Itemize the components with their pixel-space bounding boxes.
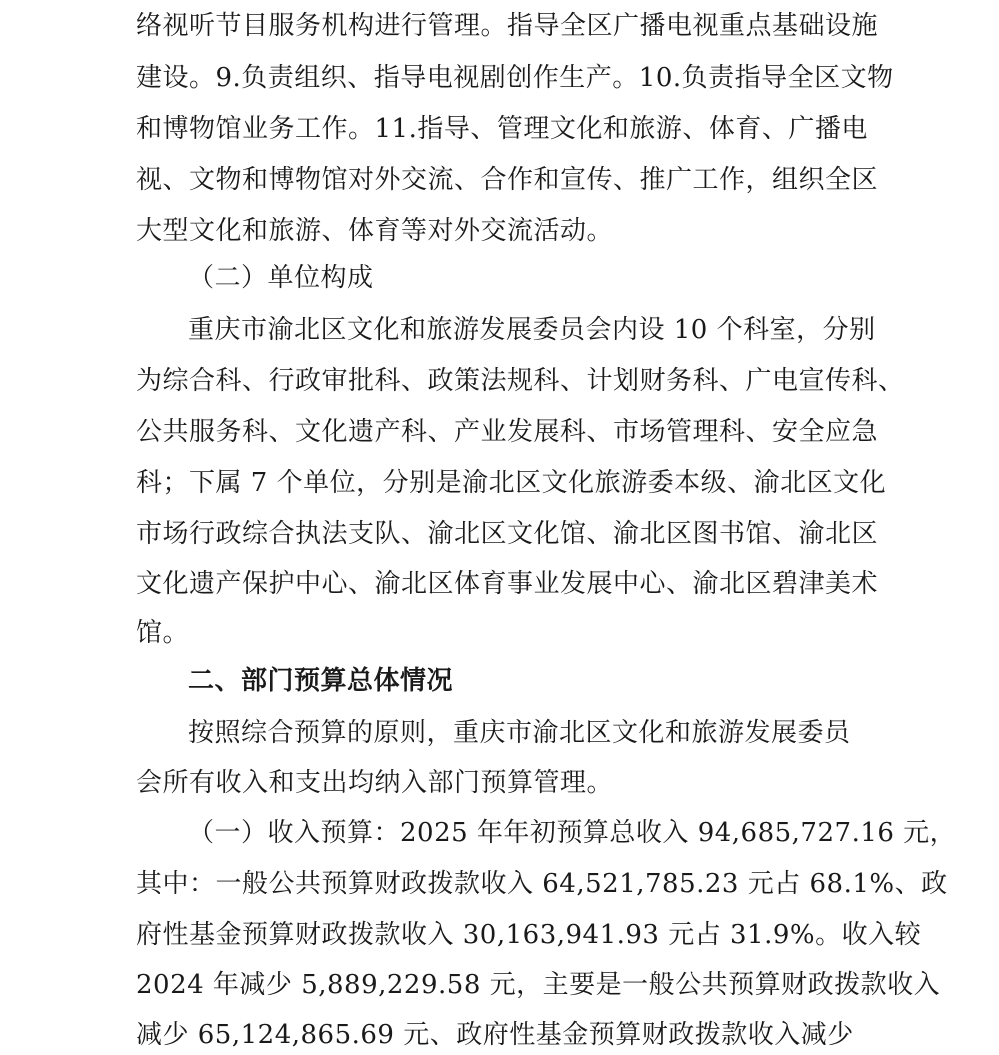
text-line: 视、文物和博物馆对外交流、合作和宣传、推广工作，组织全区 [136,165,879,195]
text-line: 为综合科、行政审批科、政策法规科、计划财务科、广电宣传科、 [136,366,905,396]
text-line: 重庆市渝北区文化和旅游发展委员会内设 10 个科室，分别 [188,315,876,345]
text-line: 文化遗产保护中心、渝北区体育事业发展中心、渝北区碧津美术 [136,569,879,599]
text-line: 其中：一般公共预算财政拨款收入 64,521,785.23 元占 68.1%、政 [136,869,948,899]
text-line: 建设。9.负责组织、指导电视剧创作生产。10.负责指导全区文物 [136,63,894,93]
text-line: 大型文化和旅游、体育等对外交流活动。 [136,216,614,246]
text-line: 公共服务科、文化遗产科、产业发展科、市场管理科、安全应急 [136,417,879,447]
text-line: 按照综合预算的原则，重庆市渝北区文化和旅游发展委员 [188,718,851,748]
text-line: 市场行政综合执法支队、渝北区文化馆、渝北区图书馆、渝北区 [136,519,879,549]
text-line: 馆。 [136,618,190,648]
text-line: 科；下属 7 个单位，分别是渝北区文化旅游委本级、渝北区文化 [136,468,887,498]
text-line: （一）收入预算：2025 年年初预算总收入 94,685,727.16 元， [188,818,957,848]
text-line: 府性基金预算财政拨款收入 30,163,941.93 元占 31.9%。收入较 [136,920,922,950]
text-line: 会所有收入和支出均纳入部门预算管理。 [136,768,614,798]
text-line: 和博物馆业务工作。11.指导、管理文化和旅游、体育、广播电 [136,114,868,144]
text-line: 减少 65,124,865.69 元、政府性基金预算财政拨款收入减少 [136,1020,854,1050]
section-heading: （二）单位构成 [188,263,374,293]
text-line: 2024 年减少 5,889,229.58 元，主要是一般公共预算财政拨款收入 [136,970,941,1000]
text-line: 络视听节目服务机构进行管理。指导全区广播电视重点基础设施 [136,11,879,41]
section-heading: 二、部门预算总体情况 [188,666,454,696]
